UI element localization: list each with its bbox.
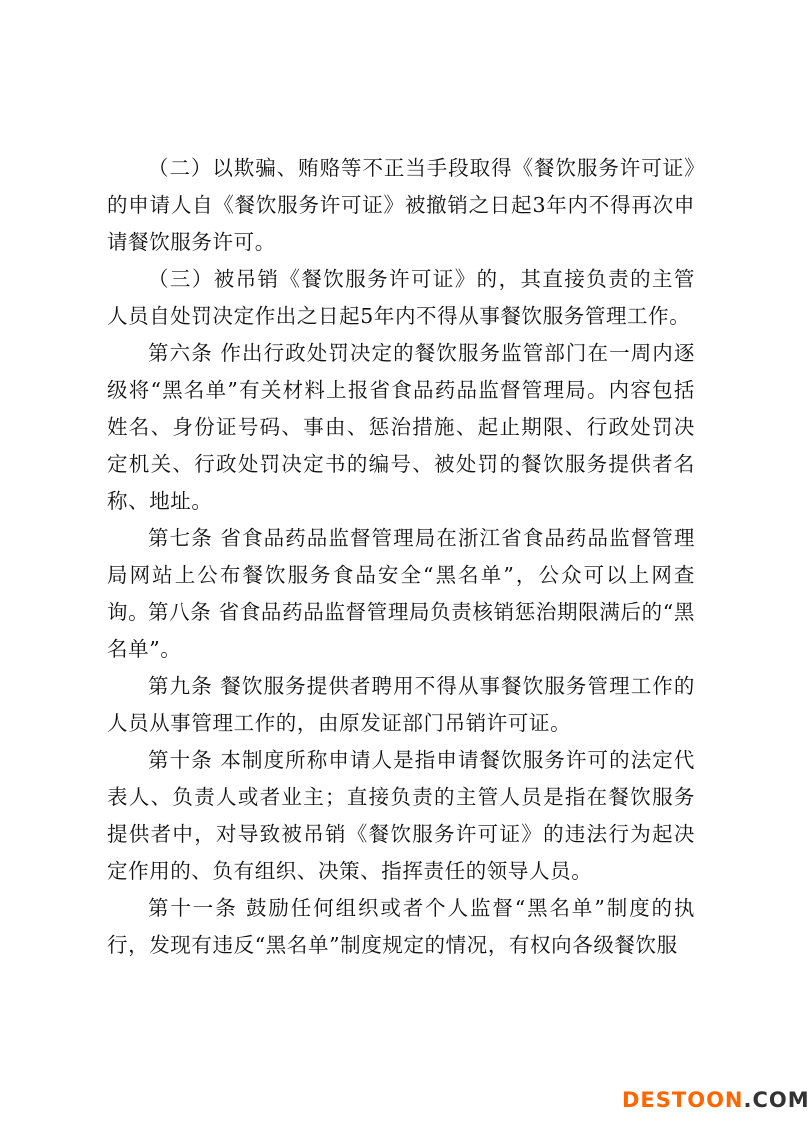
- paragraph-article-8: 第八条 省食品药品监督管理局负责核销惩治期限满后的“黑名单”。: [107, 600, 695, 661]
- paragraph-item-2-clause: （二）以欺骗、贿赂等不正当手段取得《餐饮服务许可证》的申请人自《餐饮服务许可证》被撤销之日起3年内不得再次申请餐饮服务许可。: [107, 156, 695, 254]
- watermark-logo: [622, 1085, 810, 1115]
- watermark-brand: DESTOON: [622, 1088, 744, 1112]
- paragraph-article-9: 第九条 餐饮服务提供者聘用不得从事餐饮服务管理工作的人员从事管理工作的，由原发证部门吊销许可证。: [107, 674, 695, 735]
- paragraph-article-10: 第十条 本制度所称申请人是指申请餐饮服务许可的法定代表人、负责人或者业主；直接负责的主管人员是指在餐饮服务提供者中，对导致被吊销《餐饮服务许可证》的违法行为起决定作用的、负有组织、决策、指挥责任的领导人员。: [107, 748, 695, 883]
- paragraph-article-6: 第六条 作出行政处罚决定的餐饮服务监管部门在一周内逐级将“黑名单”有关材料上报省食品药品监督管理局。内容包括姓名、身份证号码、事由、惩治措施、起止期限、行政处罚决定机关、行政处罚决定书的编号、被处罚的餐饮服务提供者名称、地址。: [107, 341, 695, 513]
- watermark-suffix: .COM: [743, 1088, 810, 1112]
- paragraph-item-3-clause: （三）被吊销《餐饮服务许可证》的，其直接负责的主管人员自处罚决定作出之日起5年内不得从事餐饮服务管理工作。: [107, 267, 695, 328]
- paragraph-article-7: 第七条 省食品药品监督管理局在浙江省食品药品监督管理局网站上公布餐饮服务食品安全“黑名单”，公众可以上网查询。: [107, 526, 695, 624]
- paragraph-article-11: 第十一条 鼓励任何组织或者个人监督“黑名单”制度的执行，发现有违反“黑名单”制度规定的情况，有权向各级餐饮服: [107, 896, 695, 957]
